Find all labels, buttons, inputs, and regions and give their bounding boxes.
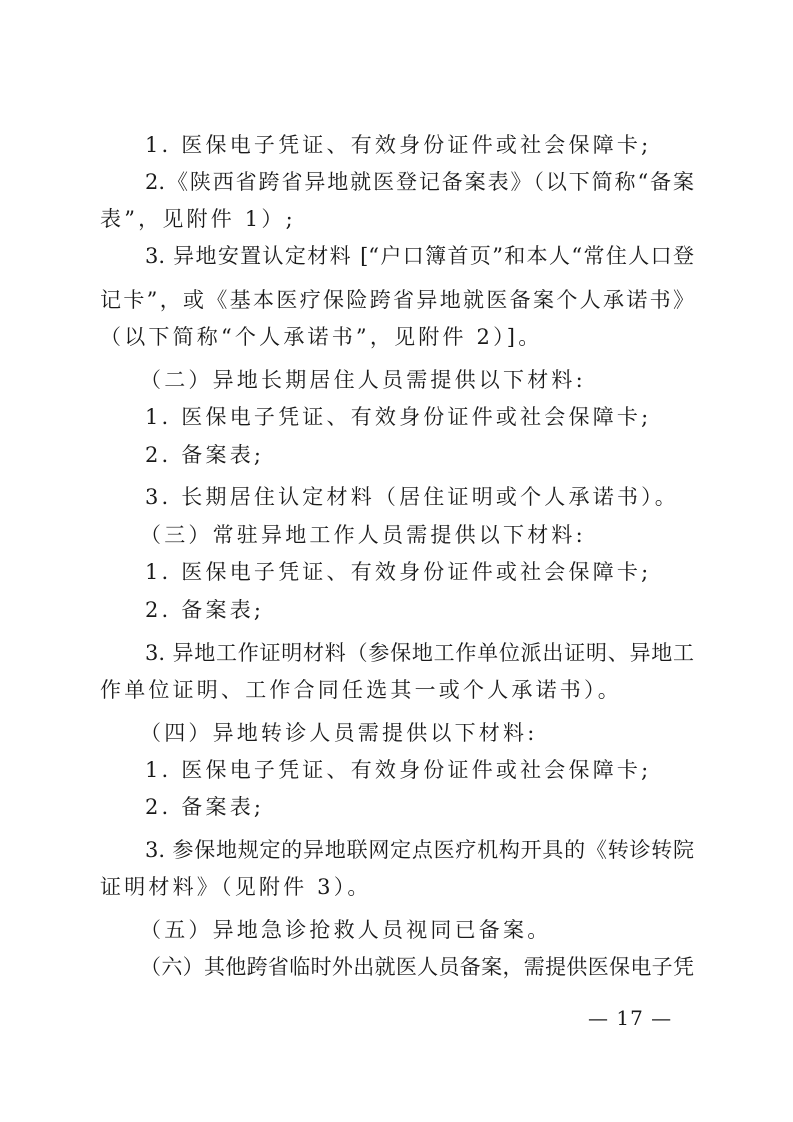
section-heading: （六）其他跨省临时外出就医人员备案，需提供医保电子凭 [140, 955, 694, 979]
text-line: 证明材料》（见附件 3）。 [100, 875, 372, 899]
text-line: 作单位证明、工作合同任选其一或个人承诺书）。 [100, 678, 622, 702]
text-line: 2.《陕西省跨省异地就医登记备案表》（以下简称“备案 [145, 170, 694, 194]
page-number: — 17 — [588, 1006, 673, 1030]
text-line: 表”，见附件 1）; [100, 207, 296, 231]
text-line: 1. 医保电子凭证、有效身份证件或社会保障卡; [145, 560, 652, 584]
text-line: 1. 医保电子凭证、有效身份证件或社会保障卡; [145, 405, 652, 429]
section-heading: （五）异地急诊抢救人员视同已备案。 [140, 918, 552, 942]
text-line: 2. 备案表; [145, 443, 265, 467]
text-line: 1. 医保电子凭证、有效身份证件或社会保障卡; [145, 133, 652, 157]
text-line: 3. 异地工作证明材料（参保地工作单位派出证明、异地工 [145, 641, 694, 665]
text-line: 1. 医保电子凭证、有效身份证件或社会保障卡; [145, 758, 652, 782]
text-line: 3. 参保地规定的异地联网定点医疗机构开具的《转诊转院 [145, 838, 694, 862]
section-heading: （三）常驻异地工作人员需提供以下材料: [140, 523, 586, 547]
section-heading: （二）异地长期居住人员需提供以下材料: [140, 368, 586, 392]
text-line: 3. 异地安置认定材料 [“户口簿首页”和本人“常住人口登 [145, 244, 694, 268]
text-line: 2. 备案表; [145, 795, 265, 819]
section-heading: （四）异地转诊人员需提供以下材料: [140, 721, 538, 745]
text-line: 2. 备案表; [145, 598, 265, 622]
text-line: 记卡”，或《基本医疗保险跨省异地就医备案个人承诺书》 [100, 288, 694, 312]
text-line: 3. 长期居住认定材料（居住证明或个人承诺书）。 [145, 485, 680, 509]
text-line: （以下简称“个人承诺书”，见附件 2）]。 [100, 325, 543, 349]
